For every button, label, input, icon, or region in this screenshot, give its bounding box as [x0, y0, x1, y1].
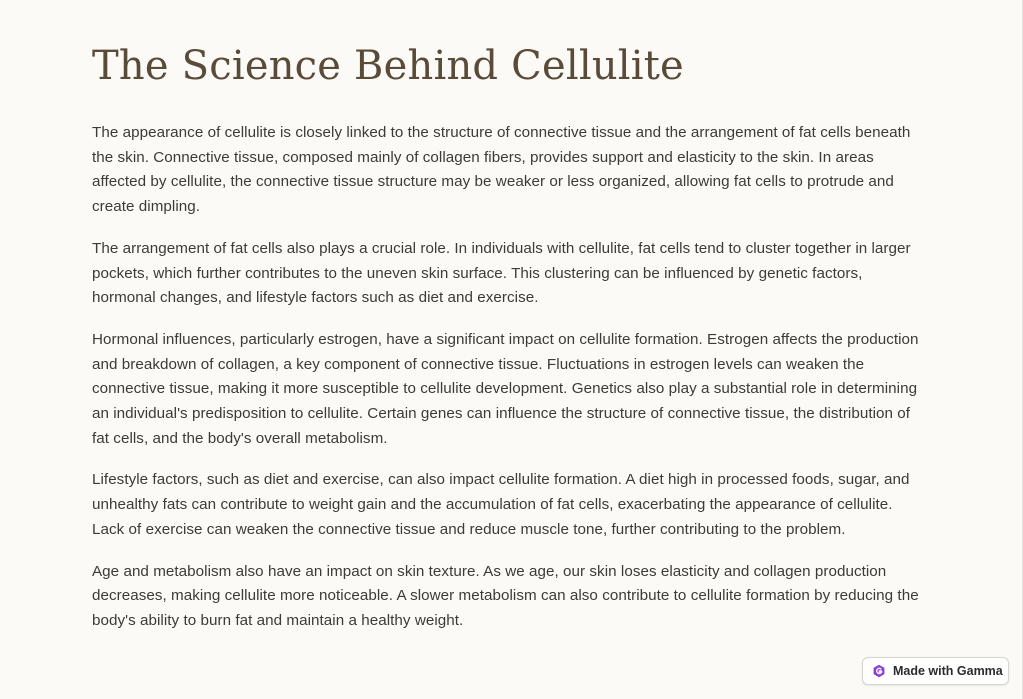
paragraph-hormonal-influences: Hormonal influences, particularly estrogen, have a significant impact on cellulite formation. Estrogen affects the production and breakdown of collagen, a key component of connective tissue. Fluctuations in estrogen levels can weaken the connective tissue, making it more susceptible to cellulite development. Genetics also play a substantial role in determining an individual's predisposition to cellulite. Certain genes can influence the structure of connective tissue, the distribution of fat cells, and the body's overall metabolism.: [92, 330, 919, 447]
gamma-badge-label: Made with Gamma: [893, 664, 1003, 678]
made-with-gamma-badge[interactable]: [862, 657, 1009, 685]
paragraph-connective-tissue: The appearance of cellulite is closely linked to the structure of connective tissue and the arrangement of fat cells beneath the skin. Connective tissue, composed mainly of collagen fibers, provides support and elasticity to the skin. In areas affected by cellulite, the connective tissue structure may be weaker or less organized, allowing fat cells to protrude and create dimpling.: [92, 124, 911, 216]
slide-content: [92, 38, 924, 651]
paragraph-lifestyle-factors: Lifestyle factors, such as diet and exercise, can also impact cellulite formation. A diet high in processed foods, sugar, and unhealthy fats can contribute to weight gain and the accumulation of fat cells, exacerbating the appearance of cellulite. Lack of exercise can weaken the connective tissue and reduce muscle tone, further contributing to the problem.: [92, 471, 910, 538]
page-title: The Science Behind Cellulite: [92, 43, 684, 89]
gamma-logo-icon: [872, 664, 886, 678]
body-text: [92, 121, 924, 634]
paragraph-age-metabolism: Age and metabolism also have an impact on skin texture. As we age, our skin loses elasticity and collagen production decreases, making cellulite more noticeable. A slower metabolism can also contribute to cellulite formation by reducing the body's ability to burn fat and maintain a healthy weight.: [92, 562, 919, 629]
paragraph-fat-cells: The arrangement of fat cells also plays a crucial role. In individuals with cellulite, fat cells tend to cluster together in larger pockets, which further contributes to the uneven skin surface. This clustering can be influenced by genetic factors, hormonal changes, and lifestyle factors such as diet and exercise.: [92, 239, 911, 307]
